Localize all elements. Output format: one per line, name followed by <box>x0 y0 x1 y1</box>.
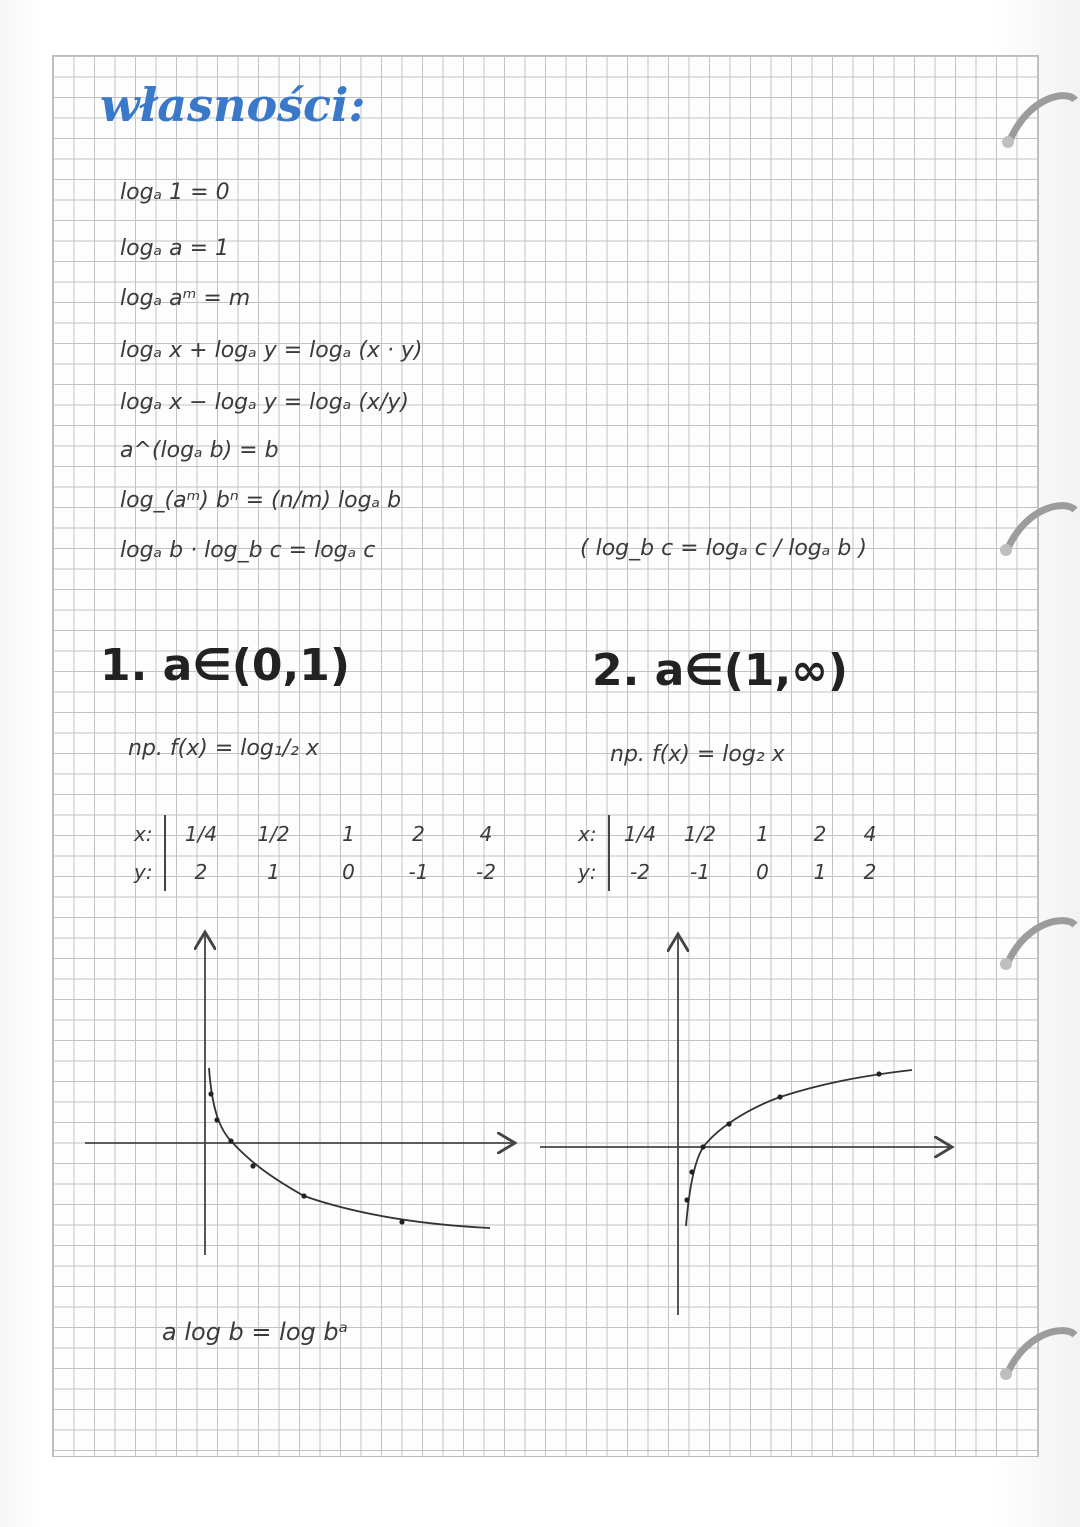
case1-log-curve <box>209 1068 490 1228</box>
table-cell: 0 <box>342 860 355 884</box>
binder-ring-end <box>1000 958 1012 970</box>
curve-point <box>684 1197 689 1202</box>
table-cell: 1/2 <box>683 822 717 846</box>
table-cell: -1 <box>690 860 710 884</box>
case2-example: np. f(x) = log₂ x <box>610 742 785 767</box>
table-cell: 1 <box>267 860 280 884</box>
curve-point <box>228 1138 233 1143</box>
table-cell: 1 <box>342 822 355 846</box>
curve-point <box>301 1193 306 1198</box>
table-cell: 1 <box>813 860 827 884</box>
table-cell: 2 <box>813 822 827 846</box>
binder-ring-end <box>1002 136 1014 148</box>
table-cell: 1/2 <box>257 822 290 846</box>
case2-graph <box>540 934 952 1315</box>
binder-rings <box>1000 96 1075 1380</box>
case2-heading: 2. a∈(1,∞) <box>592 645 848 696</box>
property-4: logₐ x + logₐ y = logₐ (x · y) <box>120 338 423 363</box>
binder-ring <box>1008 921 1075 962</box>
curve-point <box>689 1169 694 1174</box>
binder-ring-end <box>1000 1368 1012 1380</box>
binder-ring <box>1008 1331 1075 1372</box>
page-title: własności: <box>100 78 366 132</box>
table-cell: 1/4 <box>623 822 657 846</box>
table-cell: 4 <box>479 822 493 846</box>
table-cell: 1/4 <box>184 822 218 846</box>
property-1: logₐ 1 = 0 <box>120 180 230 205</box>
property-5: logₐ x − logₐ y = logₐ (x/y) <box>120 390 409 415</box>
curve-point <box>208 1091 213 1096</box>
table-cell: 2 <box>863 860 877 884</box>
table-cell: 4 <box>863 822 877 846</box>
curve-point <box>700 1144 705 1149</box>
case2-curve-points <box>684 1071 881 1202</box>
y-row-label: y: <box>134 853 165 891</box>
case2-log-curve <box>686 1070 912 1226</box>
property-7: log_(aᵐ) bⁿ = (n/m) logₐ b <box>120 488 402 513</box>
case1-graph <box>85 932 515 1255</box>
table-cell: 2 <box>194 860 208 884</box>
binder-ring <box>1008 506 1075 548</box>
property-3: logₐ aᵐ = m <box>120 286 251 311</box>
x-row-label: x: <box>134 815 165 853</box>
change-of-base-formula: ( log_b c = logₐ c / logₐ b ) <box>580 536 867 561</box>
case1-example: np. f(x) = log₁/₂ x <box>128 736 319 761</box>
curve-point <box>214 1117 219 1122</box>
curve-point <box>876 1071 881 1076</box>
table-cell: -2 <box>630 860 650 884</box>
curve-point <box>250 1163 255 1168</box>
table-cell: 1 <box>756 822 769 846</box>
property-8: logₐ b · log_b c = logₐ c <box>120 538 376 563</box>
power-rule-note: a log b = log bᵃ <box>162 1318 348 1346</box>
property-6: a^(logₐ b) = b <box>120 438 279 463</box>
case1-heading: 1. a∈(0,1) <box>100 640 350 691</box>
property-2: logₐ a = 1 <box>120 236 230 261</box>
table-cell: 0 <box>756 860 769 884</box>
table-cell: -1 <box>408 860 429 884</box>
binder-ring <box>1010 96 1075 140</box>
curve-point <box>399 1219 404 1224</box>
x-row-label: x: <box>578 815 609 853</box>
case1-curve-points <box>208 1091 404 1224</box>
table-cell: -2 <box>476 860 496 884</box>
curve-point <box>777 1094 782 1099</box>
y-row-label: y: <box>578 853 609 891</box>
binder-ring-end <box>1000 544 1012 556</box>
table-cell: 2 <box>412 822 425 846</box>
curve-point <box>726 1121 731 1126</box>
